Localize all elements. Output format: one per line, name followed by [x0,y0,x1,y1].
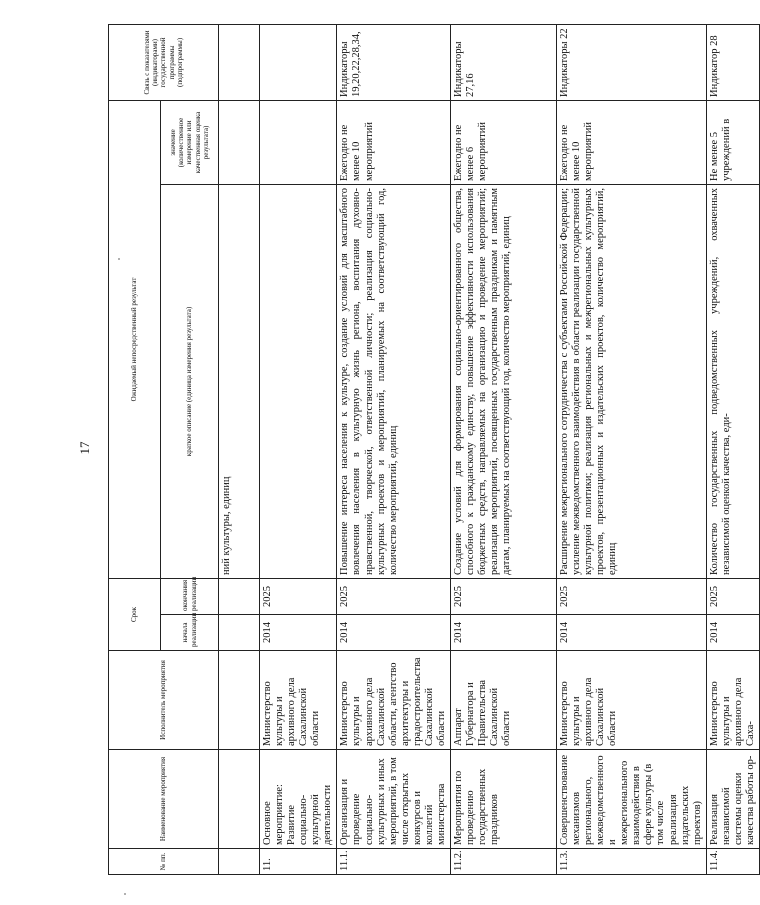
cell-link: Индикаторы 19,20,22,28,34, [337,24,451,100]
cell-start: 2014 [706,615,759,651]
activities-table [108,24,760,875]
cell-link: Индикаторы 22 [556,24,706,100]
table-row [219,24,260,874]
cell-value: Ежегодно не менее 6 мероприятий [450,100,556,184]
page-number: 17 [77,441,92,455]
cell-desc: Расширение межрегионального сотрудничества с субъектами Российской Федерации; усиление межведомственного взаимодействия в области реализации государственной культурной политики; реализация региональных и межрегиональных культурных проектов, презентационных и издательских проектов, количество мероприятий, единиц [556,184,706,578]
cell-num: 11. [260,849,337,875]
cell-end: 2025 [450,578,556,614]
table-row [337,24,451,874]
scan-speck [124,893,126,895]
cell-value: Ежегодно не менее 10 мероприятий [337,100,451,184]
cell-name: Совершенствование механизмов регионального, межведомственного и межрегионального взаимодействия в сфере культуры (в том числе реализация издательских проектов) [556,750,706,849]
header-term-start: начала реализации [161,615,219,651]
cell-value: Ежегодно не менее 10 мероприятий [556,100,706,184]
header-result-desc: краткое описание (единица измерения результата) [161,184,219,578]
cell-link: Индикатор 28 [706,24,759,100]
header-term: Срок [109,578,161,650]
cell-value [219,100,260,184]
cell-link [260,24,337,100]
header-num: № пп. [109,849,219,875]
cell-desc [260,184,337,578]
header-link: Связь с показателями (индикаторами) государственной программы (подпрограммы) [109,24,219,100]
cell-desc: Создание условий для формирования социально-ориентированного общества, способного к гражданскому единству, повышение эффективности использования бюджетных средств, направляемых на организацию и проведение мероприятий; реализация мероприятий, посвященных государственным праздникам и памятным датам, планируемых на соответствующий год, количество мероприятий, единиц [450,184,556,578]
header-result: Ожидаемый непосредственный результат [109,100,161,578]
cell-end [219,578,260,614]
cell-end: 2025 [706,578,759,614]
header-row-1 [109,24,161,874]
cell-end: 2025 [556,578,706,614]
cell-num: 11.4. [706,849,759,875]
cell-executor: Министерство культуры и архивного дела Сахалинской области, агентство архитектуры и градостроительства Сахалинской области [337,651,451,750]
cell-desc: ний культуры, единиц [219,184,260,578]
table-row [450,24,556,874]
cell-end: 2025 [337,578,451,614]
rotated-table-container [108,25,756,875]
cell-num: 11.2. [450,849,556,875]
header-name: Наименование мероприятия [109,750,219,849]
header-result-value: значение (количественное измерение или качественная оценка результата) [161,100,219,184]
table-row [260,24,337,874]
header-term-end: окончания реализации [161,578,219,614]
cell-executor: Министерство культуры и архивного дела Сахалинской области [556,651,706,750]
cell-num: 11.1. [337,849,451,875]
cell-executor: Аппарат Губернатора и Правительства Сахалинской области [450,651,556,750]
cell-value [260,100,337,184]
cell-name: Реализация независимой системы оценки качества работы ор- [706,750,759,849]
cell-name: Основное мероприятие: Развитие социально-культурной деятельности [260,750,337,849]
cell-desc: Повышение интереса населения к культуре, создание условий для масштабного вовлечения населения в культурную жизнь региона, воспитания духовно-нравственной, творческой, ответственной личности; реализация социально-культурных проектов и мероприятий, планируемых на соответствующий год, количество мероприятий, единиц [337,184,451,578]
table-row [706,24,759,874]
cell-name: Мероприятия по проведению государственных праздников [450,750,556,849]
cell-executor: Министерство культуры и архивного дела Саха- [706,651,759,750]
cell-end: 2025 [260,578,337,614]
cell-link: Индикаторы 27,16 [450,24,556,100]
header-executor: Исполнитель мероприятия [109,651,219,750]
cell-start [219,615,260,651]
cell-start: 2014 [450,615,556,651]
cell-name [219,750,260,849]
cell-num [219,849,260,875]
cell-num: 11.3. [556,849,706,875]
cell-start: 2014 [556,615,706,651]
cell-executor [219,651,260,750]
cell-link [219,24,260,100]
cell-executor: Министерство культуры и архивного дела Сахалинской области [260,651,337,750]
cell-value: Не менее 5 учреждений в [706,100,759,184]
table-row [556,24,706,874]
cell-desc: Количество государственных подведомственных учреждений, охваченных независимой оценкой качества, еди- [706,184,759,578]
cell-name: Организация и проведение социально-культурных и иных мероприятий, в том числе открытых конкурсов и коллегий министерства [337,750,451,849]
cell-start: 2014 [260,615,337,651]
cell-start: 2014 [337,615,451,651]
